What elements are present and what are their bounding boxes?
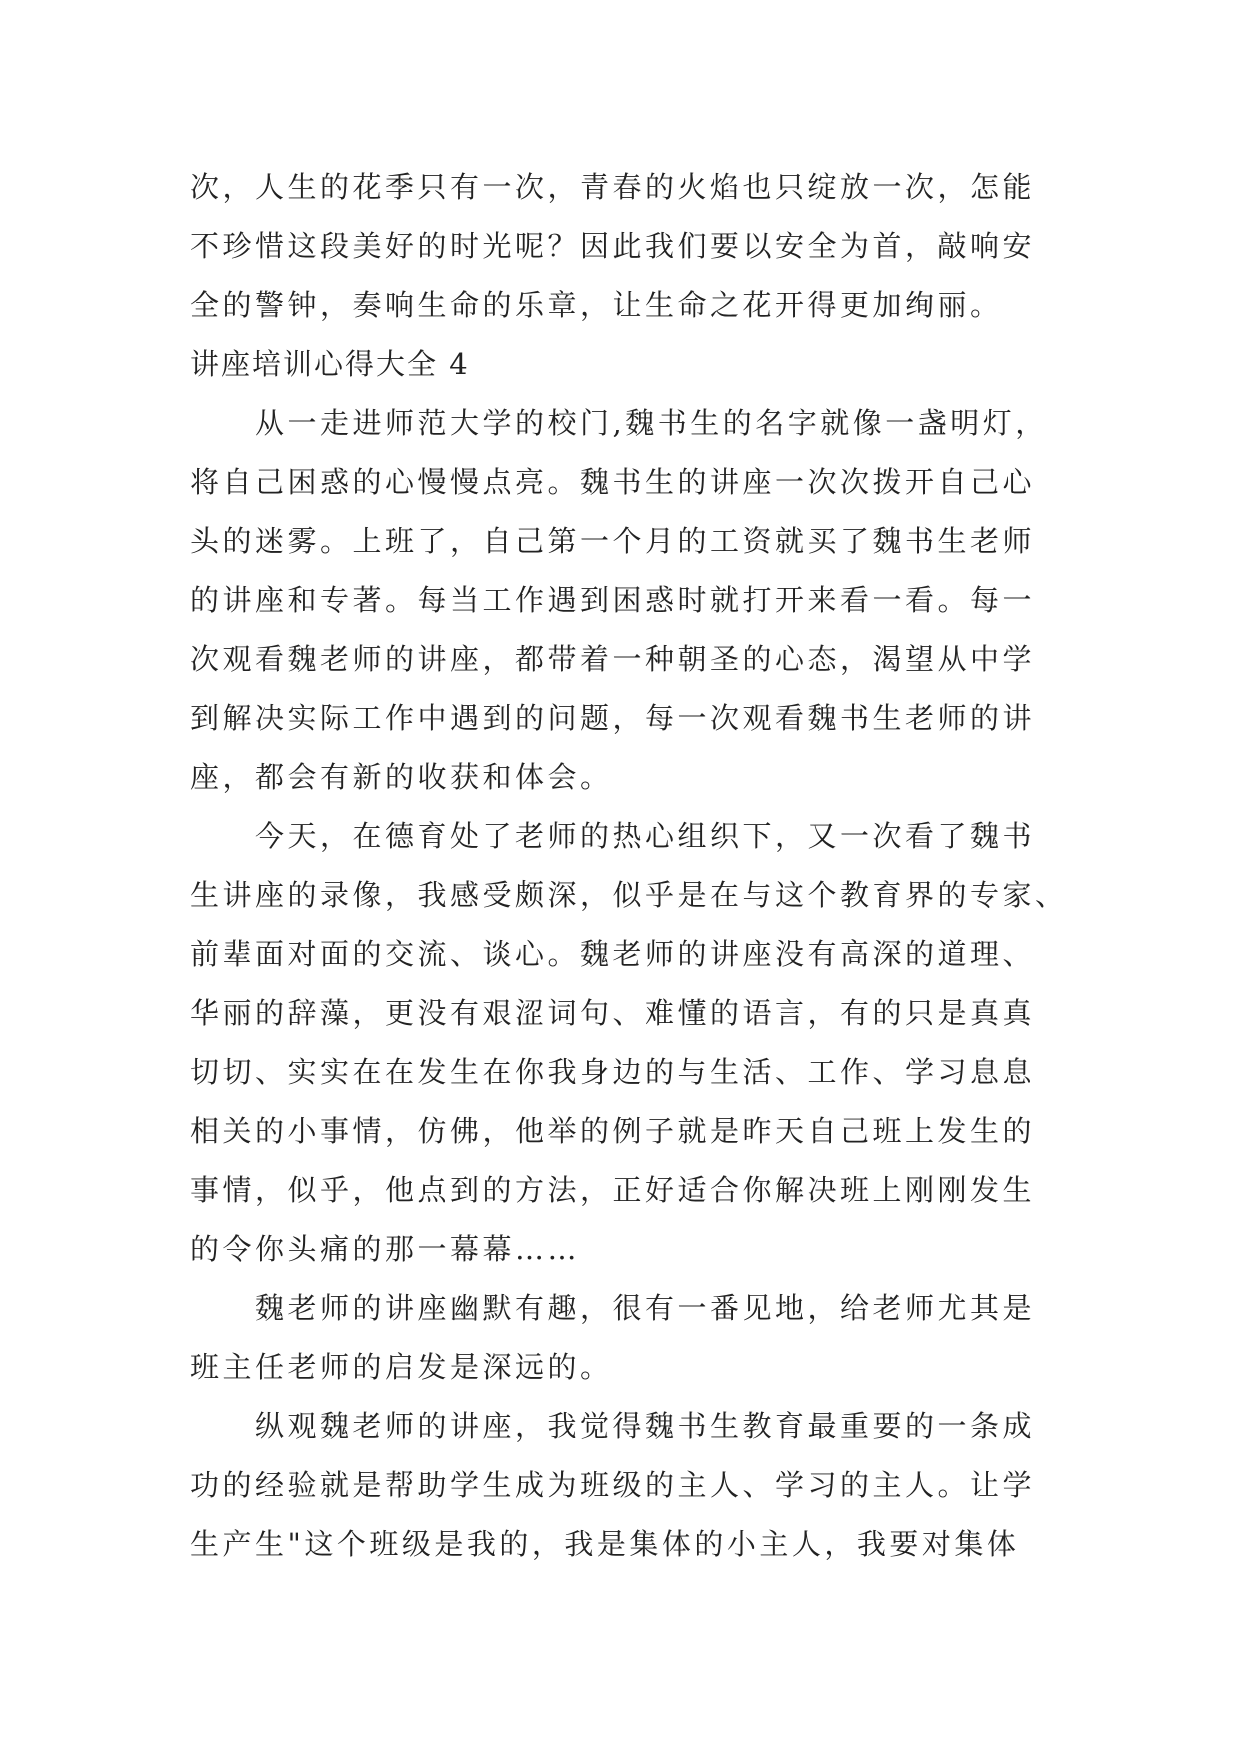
text-line: 事情，似乎，他点到的方法，正好适合你解决班上刚刚发生: [190, 1173, 1036, 1207]
text-line: 纵观魏老师的讲座，我觉得魏书生教育最重要的一条成: [190, 1409, 1036, 1443]
text-line: 生产生"这个班级是我的，我是集体的小主人，我要对集体: [190, 1527, 1020, 1561]
text-line: 功的经验就是帮助学生成为班级的主人、学习的主人。让学: [190, 1468, 1036, 1502]
text-line: 头的迷雾。上班了，自己第一个月的工资就买了魏书生老师: [190, 524, 1036, 558]
text-line: 不珍惜这段美好的时光呢？因此我们要以安全为首，敲响安: [190, 229, 1036, 263]
text-line: 将自己困惑的心慢慢点亮。魏书生的讲座一次次拨开自己心: [190, 465, 1036, 499]
text-line: 生讲座的录像，我感受颇深，似乎是在与这个教育界的专家、: [190, 878, 1068, 912]
text-line: 从一走进师范大学的校门,魏书生的名字就像一盏明灯，: [190, 406, 1048, 440]
text-line: 次，人生的花季只有一次，青春的火焰也只绽放一次，怎能: [190, 170, 1036, 204]
text-line: 的令你头痛的那一幕幕……: [190, 1232, 581, 1266]
text-line: 华丽的辞藻，更没有艰涩词句、难懂的语言，有的只是真真: [190, 996, 1036, 1030]
text-line: 全的警钟，奏响生命的乐章，让生命之花开得更加绚丽。: [190, 288, 1003, 322]
section-heading: 讲座培训心得大全 4: [190, 347, 470, 381]
text-line: 魏老师的讲座幽默有趣，很有一番见地，给老师尤其是: [190, 1291, 1036, 1325]
text-line: 座，都会有新的收获和体会。: [190, 760, 613, 794]
text-line: 今天，在德育处了老师的热心组织下，又一次看了魏书: [190, 819, 1036, 853]
text-line: 的讲座和专著。每当工作遇到困惑时就打开来看一看。每一: [190, 583, 1036, 617]
text-line: 次观看魏老师的讲座，都带着一种朝圣的心态，渴望从中学: [190, 642, 1036, 676]
text-line: 相关的小事情，仿佛，他举的例子就是昨天自己班上发生的: [190, 1114, 1036, 1148]
text-line: 到解决实际工作中遇到的问题，每一次观看魏书生老师的讲: [190, 701, 1036, 735]
text-line: 班主任老师的启发是深远的。: [190, 1350, 613, 1384]
document-page: [190, 158, 1068, 1574]
text-line: 前辈面对面的交流、谈心。魏老师的讲座没有高深的道理、: [190, 937, 1036, 971]
text-line: 切切、实实在在发生在你我身边的与生活、工作、学习息息: [190, 1055, 1036, 1089]
